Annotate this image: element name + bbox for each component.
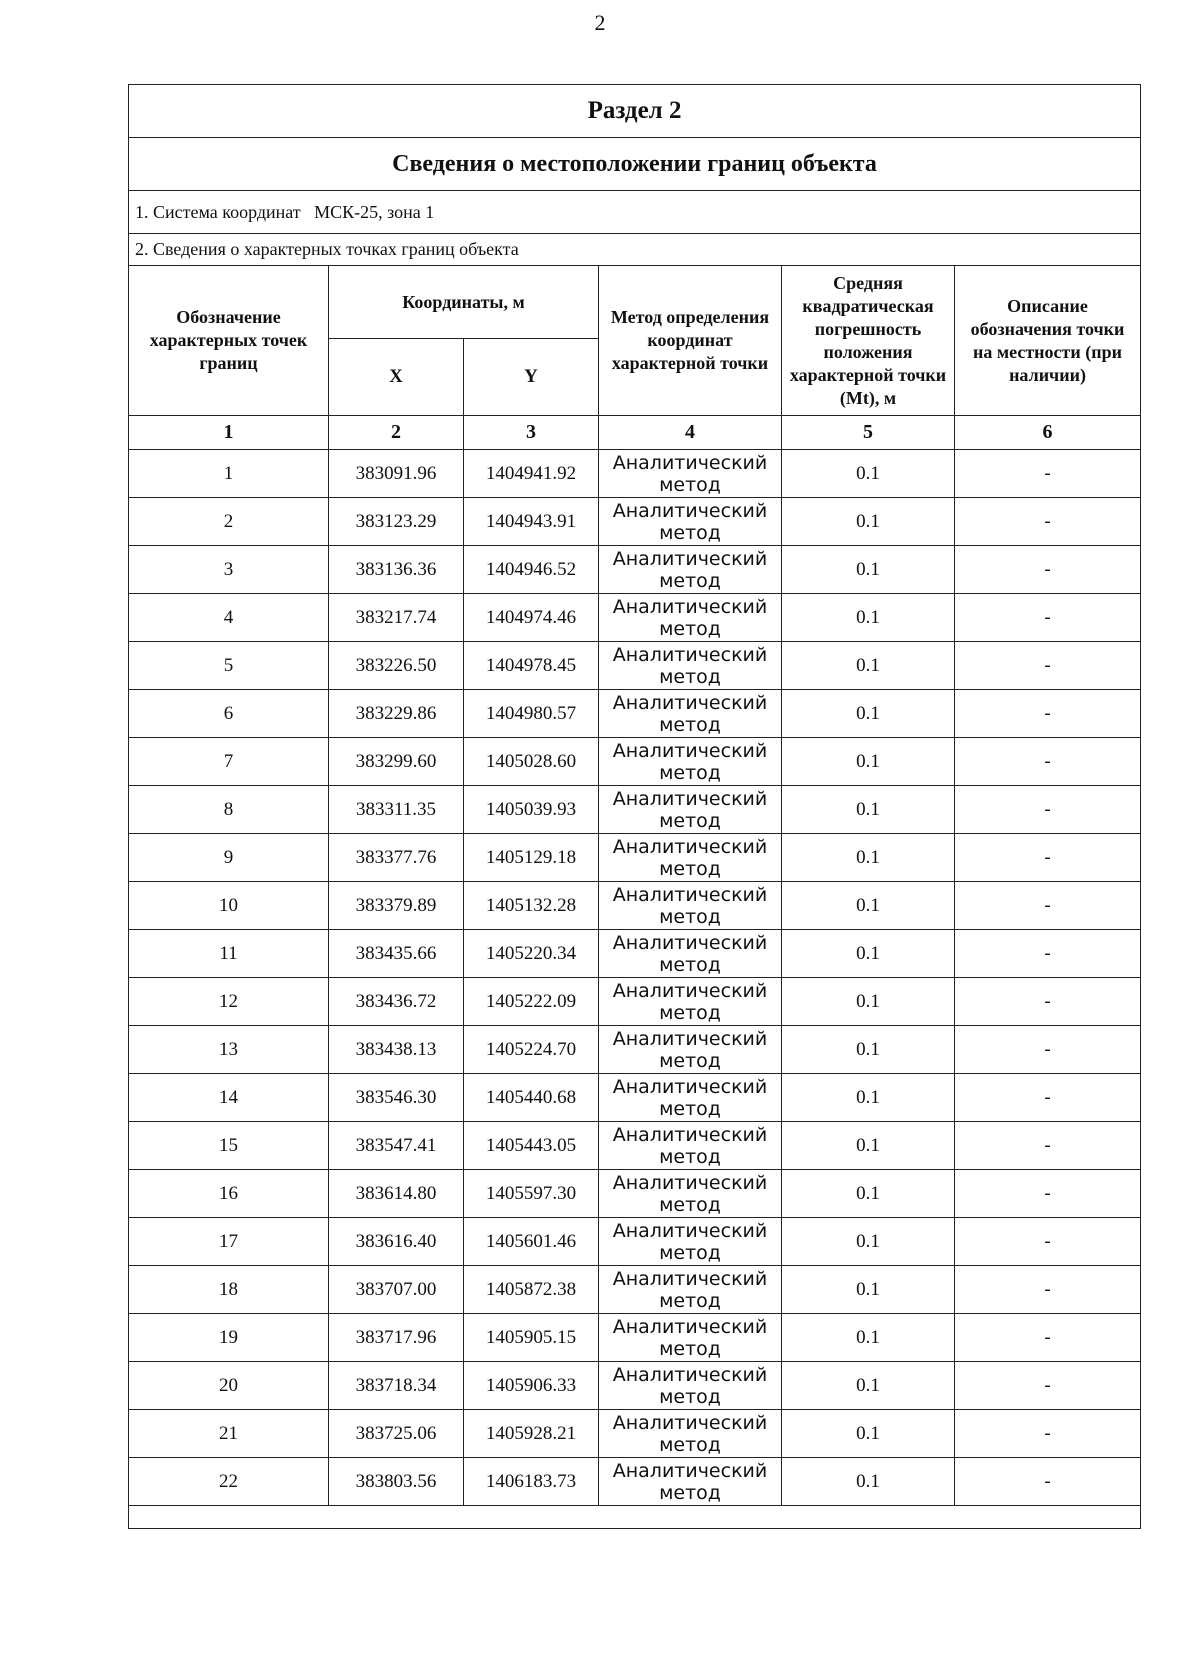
method: Аналитический метод	[599, 546, 782, 594]
table-row	[129, 834, 1141, 882]
table-row	[129, 882, 1141, 930]
coord-x: 383614.80	[329, 1170, 464, 1218]
coord-system-value: МСК-25, зона 1	[314, 201, 435, 222]
header-error: Средняя квадратическая погрешность положения характерной точки (Mt), м	[782, 266, 955, 416]
description: -	[955, 1362, 1141, 1410]
point-id: 6	[129, 690, 329, 738]
coord-x: 383547.41	[329, 1122, 464, 1170]
mt-error: 0.1	[782, 546, 955, 594]
description: -	[955, 690, 1141, 738]
table-row	[129, 594, 1141, 642]
mt-error: 0.1	[782, 642, 955, 690]
method: Аналитический метод	[599, 1218, 782, 1266]
coord-y: 1405222.09	[464, 978, 599, 1026]
point-id: 1	[129, 450, 329, 498]
point-id: 19	[129, 1314, 329, 1362]
method: Аналитический метод	[599, 1362, 782, 1410]
page-number: 2	[594, 10, 606, 35]
table-row	[129, 1026, 1141, 1074]
method: Аналитический метод	[599, 1410, 782, 1458]
coord-x: 383438.13	[329, 1026, 464, 1074]
point-id: 10	[129, 882, 329, 930]
description: -	[955, 930, 1141, 978]
description: -	[955, 1170, 1141, 1218]
mt-error: 0.1	[782, 1362, 955, 1410]
mt-error: 0.1	[782, 930, 955, 978]
description: -	[955, 1314, 1141, 1362]
table-row	[129, 738, 1141, 786]
table-row	[129, 690, 1141, 738]
description: -	[955, 738, 1141, 786]
column-number: 4	[599, 416, 782, 450]
method: Аналитический метод	[599, 738, 782, 786]
description: -	[955, 1266, 1141, 1314]
coord-y: 1404974.46	[464, 594, 599, 642]
method: Аналитический метод	[599, 786, 782, 834]
coord-x: 383379.89	[329, 882, 464, 930]
table-row	[129, 978, 1141, 1026]
coord-system-line	[129, 191, 1141, 234]
description: -	[955, 786, 1141, 834]
table-row	[129, 1314, 1141, 1362]
header-designation: Обозначение характерных точек границ	[129, 266, 329, 416]
point-id: 8	[129, 786, 329, 834]
method: Аналитический метод	[599, 1458, 782, 1506]
coord-x: 383436.72	[329, 978, 464, 1026]
table-row	[129, 1362, 1141, 1410]
header-x: X	[329, 339, 464, 416]
description: -	[955, 1122, 1141, 1170]
point-id: 11	[129, 930, 329, 978]
mt-error: 0.1	[782, 882, 955, 930]
mt-error: 0.1	[782, 834, 955, 882]
coord-y: 1404978.45	[464, 642, 599, 690]
section-subtitle: Сведения о местоположении границ объекта	[129, 138, 1141, 191]
points-label: 2. Сведения о характерных точках границ объекта	[129, 234, 1141, 266]
table-row	[129, 450, 1141, 498]
method: Аналитический метод	[599, 690, 782, 738]
coord-x: 383226.50	[329, 642, 464, 690]
point-id: 22	[129, 1458, 329, 1506]
description: -	[955, 834, 1141, 882]
point-id: 17	[129, 1218, 329, 1266]
coord-y: 1405440.68	[464, 1074, 599, 1122]
header-method: Метод определения координат характерной точки	[599, 266, 782, 416]
mt-error: 0.1	[782, 1074, 955, 1122]
point-id: 13	[129, 1026, 329, 1074]
coord-x: 383377.76	[329, 834, 464, 882]
method: Аналитический метод	[599, 978, 782, 1026]
point-id: 21	[129, 1410, 329, 1458]
coord-x: 383616.40	[329, 1218, 464, 1266]
description: -	[955, 498, 1141, 546]
section-title: Раздел 2	[129, 85, 1141, 138]
description: -	[955, 882, 1141, 930]
description: -	[955, 1218, 1141, 1266]
description: -	[955, 1074, 1141, 1122]
table-row	[129, 1074, 1141, 1122]
table-row	[129, 786, 1141, 834]
method: Аналитический метод	[599, 450, 782, 498]
coord-y: 1405028.60	[464, 738, 599, 786]
point-id: 14	[129, 1074, 329, 1122]
mt-error: 0.1	[782, 594, 955, 642]
method: Аналитический метод	[599, 834, 782, 882]
point-id: 15	[129, 1122, 329, 1170]
table-row	[129, 1458, 1141, 1506]
point-id: 4	[129, 594, 329, 642]
column-number: 1	[129, 416, 329, 450]
boundary-table	[128, 84, 1141, 1529]
table-row	[129, 930, 1141, 978]
point-id: 2	[129, 498, 329, 546]
coord-x: 383803.56	[329, 1458, 464, 1506]
description: -	[955, 978, 1141, 1026]
mt-error: 0.1	[782, 1218, 955, 1266]
table-row	[129, 1410, 1141, 1458]
mt-error: 0.1	[782, 1122, 955, 1170]
description: -	[955, 1410, 1141, 1458]
description: -	[955, 642, 1141, 690]
coord-x: 383123.29	[329, 498, 464, 546]
coord-y: 1405220.34	[464, 930, 599, 978]
table-footer-row	[129, 1506, 1141, 1529]
coord-y: 1404943.91	[464, 498, 599, 546]
coord-y: 1405906.33	[464, 1362, 599, 1410]
coord-x: 383717.96	[329, 1314, 464, 1362]
method: Аналитический метод	[599, 1314, 782, 1362]
coord-x: 383435.66	[329, 930, 464, 978]
coord-y: 1405905.15	[464, 1314, 599, 1362]
table-row	[129, 642, 1141, 690]
coord-x: 383229.86	[329, 690, 464, 738]
point-id: 16	[129, 1170, 329, 1218]
method: Аналитический метод	[599, 1266, 782, 1314]
coord-y: 1405224.70	[464, 1026, 599, 1074]
coord-x: 383718.34	[329, 1362, 464, 1410]
column-number: 2	[329, 416, 464, 450]
header-y: Y	[464, 339, 599, 416]
mt-error: 0.1	[782, 786, 955, 834]
mt-error: 0.1	[782, 1314, 955, 1362]
coord-y: 1405601.46	[464, 1218, 599, 1266]
table-row	[129, 546, 1141, 594]
coord-y: 1405928.21	[464, 1410, 599, 1458]
coord-system-label: 1. Система координат	[135, 201, 301, 222]
coord-x: 383136.36	[329, 546, 464, 594]
description: -	[955, 450, 1141, 498]
coord-y: 1404941.92	[464, 450, 599, 498]
mt-error: 0.1	[782, 1170, 955, 1218]
point-id: 12	[129, 978, 329, 1026]
coord-y: 1405597.30	[464, 1170, 599, 1218]
table-row	[129, 1266, 1141, 1314]
mt-error: 0.1	[782, 1458, 955, 1506]
column-number: 3	[464, 416, 599, 450]
coord-x: 383091.96	[329, 450, 464, 498]
column-number: 5	[782, 416, 955, 450]
coord-y: 1405132.28	[464, 882, 599, 930]
method: Аналитический метод	[599, 1122, 782, 1170]
mt-error: 0.1	[782, 738, 955, 786]
description: -	[955, 546, 1141, 594]
mt-error: 0.1	[782, 498, 955, 546]
method: Аналитический метод	[599, 1026, 782, 1074]
point-id: 3	[129, 546, 329, 594]
coord-x: 383725.06	[329, 1410, 464, 1458]
coord-y: 1406183.73	[464, 1458, 599, 1506]
coord-y: 1405872.38	[464, 1266, 599, 1314]
mt-error: 0.1	[782, 1410, 955, 1458]
coord-x: 383707.00	[329, 1266, 464, 1314]
method: Аналитический метод	[599, 882, 782, 930]
coord-y: 1405443.05	[464, 1122, 599, 1170]
coord-x: 383311.35	[329, 786, 464, 834]
method: Аналитический метод	[599, 1074, 782, 1122]
method: Аналитический метод	[599, 930, 782, 978]
header-coordinates: Координаты, м	[329, 266, 599, 339]
point-id: 9	[129, 834, 329, 882]
mt-error: 0.1	[782, 1266, 955, 1314]
method: Аналитический метод	[599, 1170, 782, 1218]
coord-x: 383546.30	[329, 1074, 464, 1122]
description: -	[955, 1026, 1141, 1074]
coord-y: 1405129.18	[464, 834, 599, 882]
table-row	[129, 1170, 1141, 1218]
description: -	[955, 1458, 1141, 1506]
method: Аналитический метод	[599, 642, 782, 690]
point-id: 18	[129, 1266, 329, 1314]
point-id: 5	[129, 642, 329, 690]
table-row	[129, 498, 1141, 546]
mt-error: 0.1	[782, 690, 955, 738]
table-row	[129, 1218, 1141, 1266]
mt-error: 0.1	[782, 978, 955, 1026]
description: -	[955, 594, 1141, 642]
point-id: 7	[129, 738, 329, 786]
table-footer-cell	[129, 1506, 1141, 1529]
coord-x: 383217.74	[329, 594, 464, 642]
mt-error: 0.1	[782, 450, 955, 498]
mt-error: 0.1	[782, 1026, 955, 1074]
header-description: Описание обозначения точки на местности (при наличии)	[955, 266, 1141, 416]
coord-y: 1404946.52	[464, 546, 599, 594]
column-number: 6	[955, 416, 1141, 450]
point-id: 20	[129, 1362, 329, 1410]
coord-y: 1405039.93	[464, 786, 599, 834]
table-row	[129, 1122, 1141, 1170]
method: Аналитический метод	[599, 498, 782, 546]
coord-x: 383299.60	[329, 738, 464, 786]
method: Аналитический метод	[599, 594, 782, 642]
coord-y: 1404980.57	[464, 690, 599, 738]
